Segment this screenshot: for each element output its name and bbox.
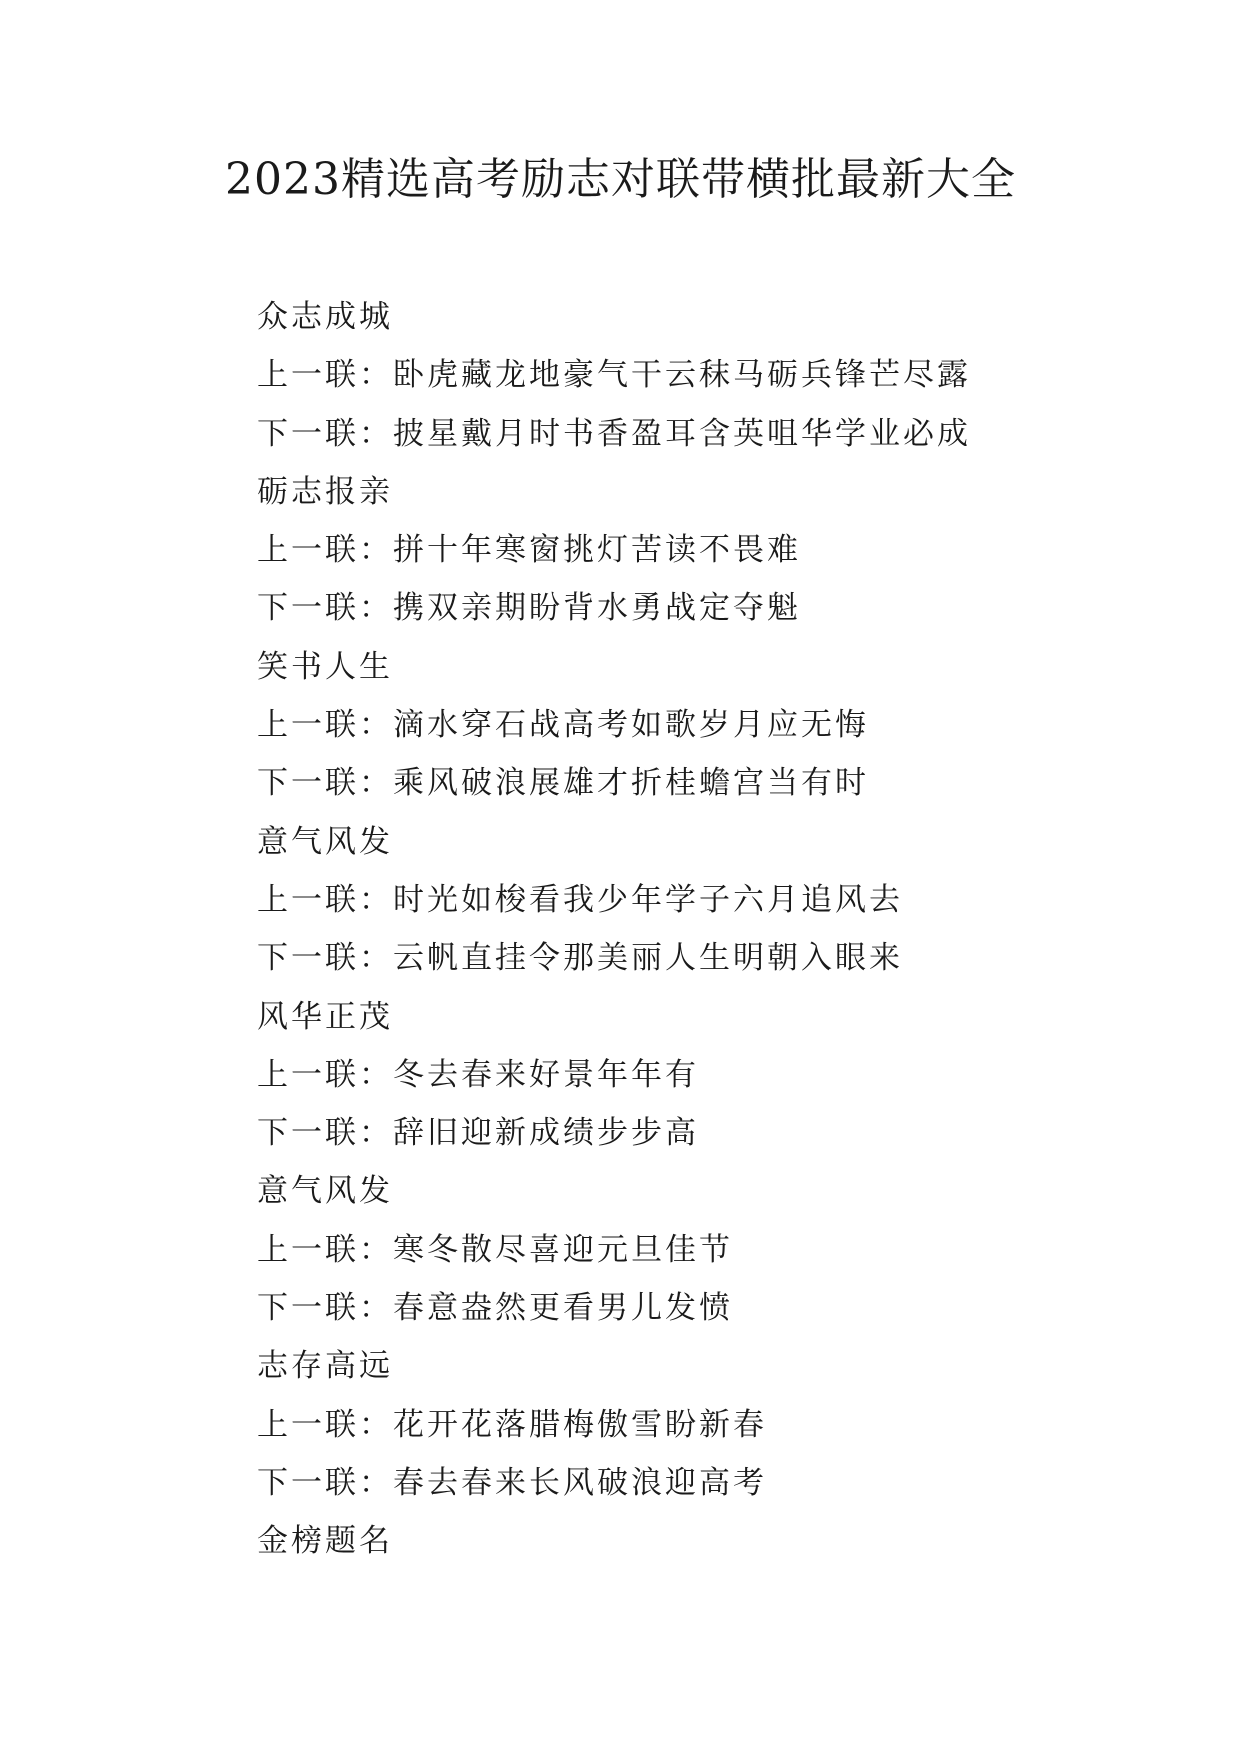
couplet-lower-line: 下一联：春意盎然更看男儿发愤 bbox=[257, 1290, 733, 1327]
couplet-upper-line: 上一联：寒冬散尽喜迎元旦佳节 bbox=[257, 1231, 733, 1268]
couplet-heading: 砺志报亲 bbox=[257, 473, 393, 510]
couplet-lower-line: 下一联：辞旧迎新成绩步步高 bbox=[257, 1115, 699, 1152]
couplet-lower-line: 下一联：乘风破浪展雄才折桂蟾宫当有时 bbox=[257, 765, 869, 802]
couplet-heading: 金榜题名 bbox=[257, 1523, 393, 1560]
couplet-heading: 风华正茂 bbox=[257, 998, 393, 1035]
couplet-upper-line: 上一联：滴水穿石战高考如歌岁月应无悔 bbox=[257, 707, 869, 744]
document-title: 2023精选高考励志对联带横批最新大全 bbox=[225, 154, 1016, 205]
couplet-upper-line: 上一联：花开花落腊梅傲雪盼新春 bbox=[257, 1406, 767, 1443]
couplet-heading: 志存高远 bbox=[257, 1348, 393, 1385]
couplet-upper-line: 上一联：卧虎藏龙地豪气干云秣马砺兵锋芒尽露 bbox=[257, 357, 971, 394]
couplet-lower-line: 下一联：携双亲期盼背水勇战定夺魁 bbox=[257, 590, 801, 627]
couplet-heading: 意气风发 bbox=[257, 1173, 393, 1210]
couplet-list bbox=[257, 288, 1157, 1571]
couplet-upper-line: 上一联：拼十年寒窗挑灯苦读不畏难 bbox=[257, 532, 801, 569]
couplet-upper-line: 上一联：冬去春来好景年年有 bbox=[257, 1056, 699, 1093]
couplet-heading: 众志成城 bbox=[257, 299, 393, 335]
couplet-lower-line: 下一联：云帆直挂令那美丽人生明朝入眼来 bbox=[257, 940, 903, 977]
couplet-lower-line: 下一联：春去春来长风破浪迎高考 bbox=[257, 1464, 767, 1501]
couplet-heading: 笑书人生 bbox=[257, 648, 393, 685]
couplet-lower-line: 下一联：披星戴月时书香盈耳含英咀华学业必成 bbox=[257, 415, 971, 452]
couplet-heading: 意气风发 bbox=[257, 823, 393, 860]
couplet-upper-line: 上一联：时光如梭看我少年学子六月追风去 bbox=[257, 881, 903, 918]
